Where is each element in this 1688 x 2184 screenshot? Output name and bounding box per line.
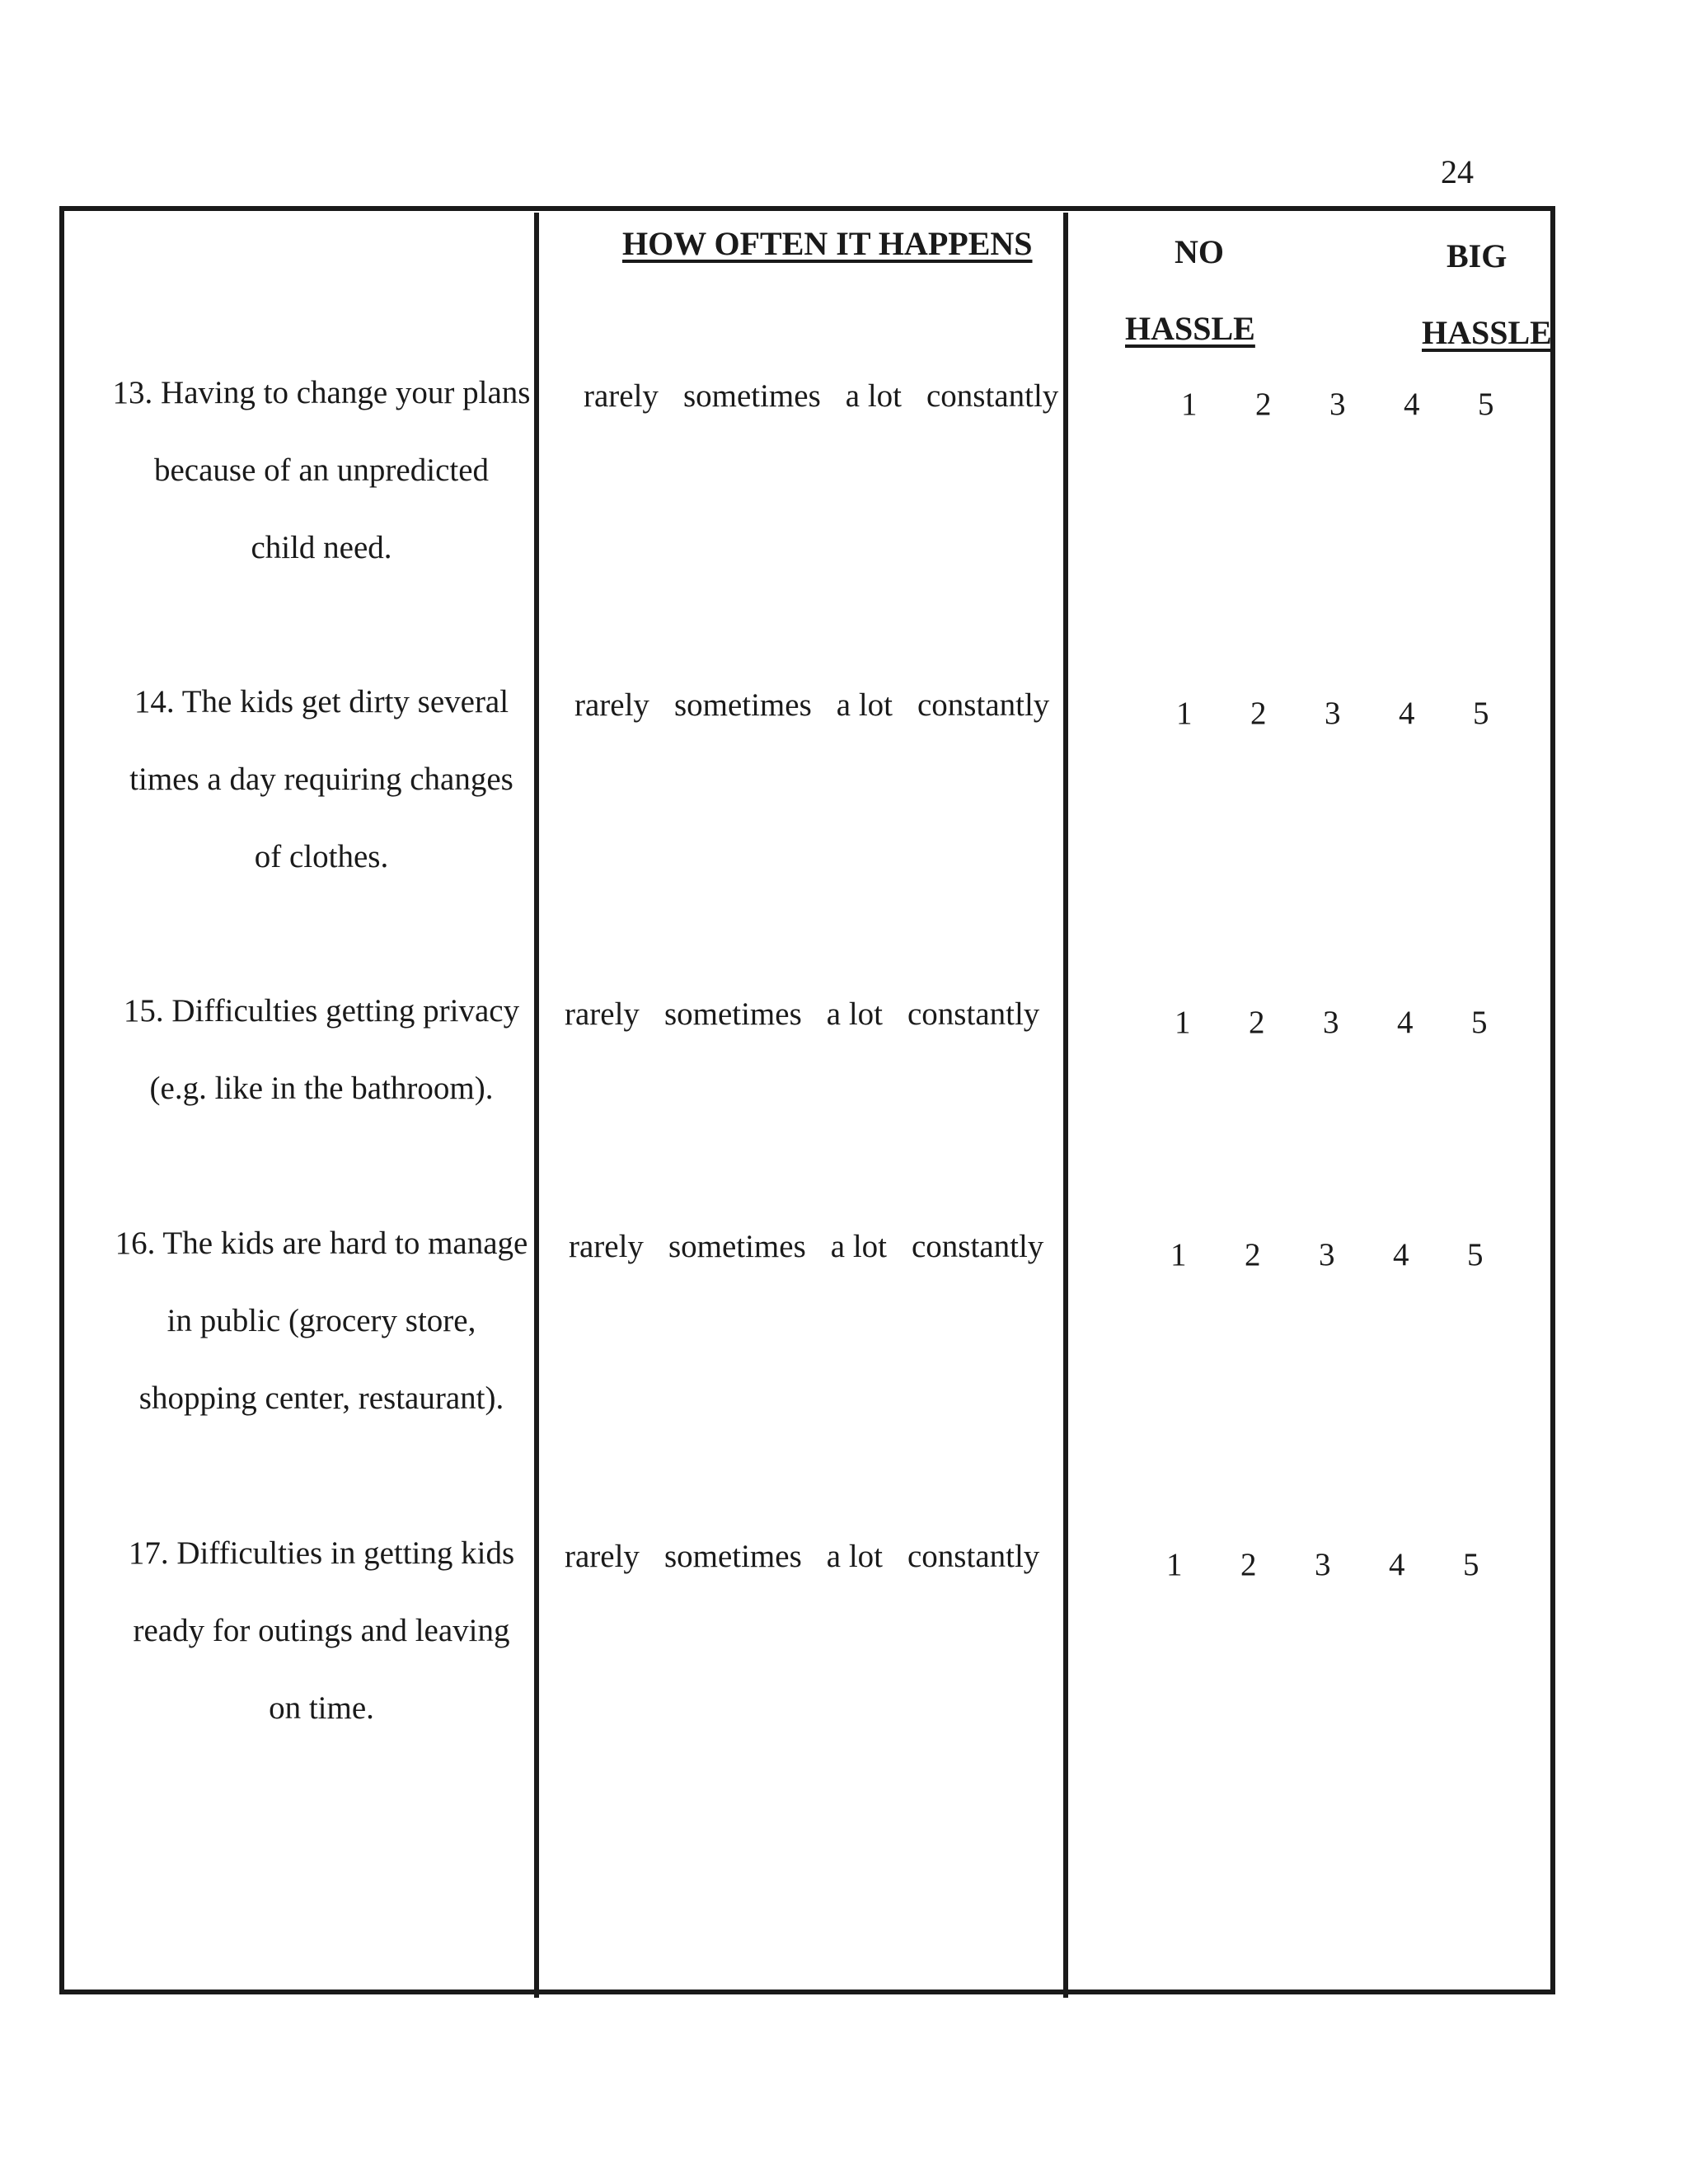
item-line: of clothes. <box>254 839 389 874</box>
freq-constantly[interactable]: constantly <box>907 996 1040 1032</box>
item-16-scale <box>1170 1236 1541 1273</box>
item-14-scale <box>1176 695 1547 732</box>
item-16-text <box>91 1205 552 1437</box>
item-13-text <box>91 354 552 587</box>
scale-4[interactable]: 4 <box>1399 696 1415 731</box>
scale-1[interactable]: 1 <box>1175 1005 1191 1040</box>
item-line: because of an unpredicted <box>153 452 490 488</box>
scale-2[interactable]: 2 <box>1249 1005 1265 1040</box>
freq-sometimes[interactable]: sometimes <box>668 1229 806 1264</box>
item-line: (e.g. like in the bathroom). <box>149 1071 494 1106</box>
item-13-frequency <box>584 377 1083 415</box>
item-13-scale <box>1181 386 1552 423</box>
scale-5[interactable]: 5 <box>1471 1005 1488 1040</box>
item-line: shopping center, restaurant). <box>138 1380 504 1416</box>
header-big: BIG <box>1447 237 1507 274</box>
item-17-text <box>91 1515 552 1747</box>
scale-5[interactable]: 5 <box>1473 696 1489 731</box>
freq-rarely[interactable]: rarely <box>584 378 659 414</box>
item-14-frequency <box>574 687 1074 724</box>
scale-3[interactable]: 3 <box>1325 696 1341 731</box>
item-15-text <box>91 972 552 1127</box>
item-16-frequency <box>569 1228 1068 1265</box>
item-line: child need. <box>251 530 392 565</box>
freq-rarely[interactable]: rarely <box>565 996 640 1032</box>
header-no-hassle: HASSLE <box>1125 310 1255 347</box>
freq-a-lot[interactable]: a lot <box>830 1229 887 1264</box>
scale-2[interactable]: 2 <box>1255 387 1272 422</box>
scale-2[interactable]: 2 <box>1245 1237 1261 1272</box>
item-17-scale <box>1166 1546 1537 1583</box>
scale-3[interactable]: 3 <box>1319 1237 1335 1272</box>
item-line: 14. The kids get dirty several <box>134 684 509 719</box>
column-divider-2 <box>1063 213 1068 1998</box>
freq-a-lot[interactable]: a lot <box>826 1539 883 1574</box>
item-line: ready for outings and leaving <box>133 1613 510 1648</box>
scale-4[interactable]: 4 <box>1393 1237 1409 1272</box>
freq-a-lot[interactable]: a lot <box>845 378 902 414</box>
freq-constantly[interactable]: constantly <box>912 1229 1044 1264</box>
scale-3[interactable]: 3 <box>1315 1547 1331 1582</box>
scale-4[interactable]: 4 <box>1389 1547 1405 1582</box>
item-line: in public (grocery store, <box>166 1303 476 1338</box>
item-15-scale <box>1175 1004 1545 1041</box>
scale-1[interactable]: 1 <box>1170 1237 1187 1272</box>
item-line: 16. The kids are hard to manage <box>115 1226 528 1261</box>
scale-5[interactable]: 5 <box>1463 1547 1479 1582</box>
freq-a-lot[interactable]: a lot <box>836 687 893 723</box>
scale-4[interactable]: 4 <box>1397 1005 1414 1040</box>
scale-1[interactable]: 1 <box>1181 387 1198 422</box>
item-15-frequency <box>565 996 1064 1033</box>
scale-5[interactable]: 5 <box>1467 1237 1484 1272</box>
item-line: 13. Having to change your plans <box>112 375 531 410</box>
header-no: NO <box>1175 233 1224 270</box>
scale-2[interactable]: 2 <box>1240 1547 1257 1582</box>
item-line: 15. Difficulties getting privacy <box>123 993 520 1029</box>
freq-sometimes[interactable]: sometimes <box>663 1539 802 1574</box>
page-number: 24 <box>1441 153 1474 190</box>
freq-constantly[interactable]: constantly <box>926 378 1059 414</box>
scale-1[interactable]: 1 <box>1176 696 1193 731</box>
freq-rarely[interactable]: rarely <box>565 1539 640 1574</box>
item-line: on time. <box>269 1690 374 1726</box>
scale-4[interactable]: 4 <box>1404 387 1420 422</box>
header-big-hassle: HASSLE <box>1422 314 1552 351</box>
item-line: 17. Difficulties in getting kids <box>128 1535 515 1571</box>
freq-sometimes[interactable]: sometimes <box>673 687 812 723</box>
freq-sometimes[interactable]: sometimes <box>682 378 821 414</box>
freq-sometimes[interactable]: sometimes <box>663 996 802 1032</box>
scale-2[interactable]: 2 <box>1250 696 1267 731</box>
item-14-text <box>91 663 552 896</box>
item-17-frequency <box>565 1538 1064 1575</box>
scale-5[interactable]: 5 <box>1478 387 1494 422</box>
header-how-often: HOW OFTEN IT HAPPENS <box>622 225 1033 262</box>
scale-3[interactable]: 3 <box>1323 1005 1339 1040</box>
freq-constantly[interactable]: constantly <box>907 1539 1040 1574</box>
freq-a-lot[interactable]: a lot <box>826 996 883 1032</box>
scale-3[interactable]: 3 <box>1329 387 1346 422</box>
freq-rarely[interactable]: rarely <box>574 687 649 723</box>
scale-1[interactable]: 1 <box>1166 1547 1183 1582</box>
item-line: times a day requiring changes <box>129 762 513 797</box>
freq-rarely[interactable]: rarely <box>569 1229 644 1264</box>
freq-constantly[interactable]: constantly <box>917 687 1050 723</box>
